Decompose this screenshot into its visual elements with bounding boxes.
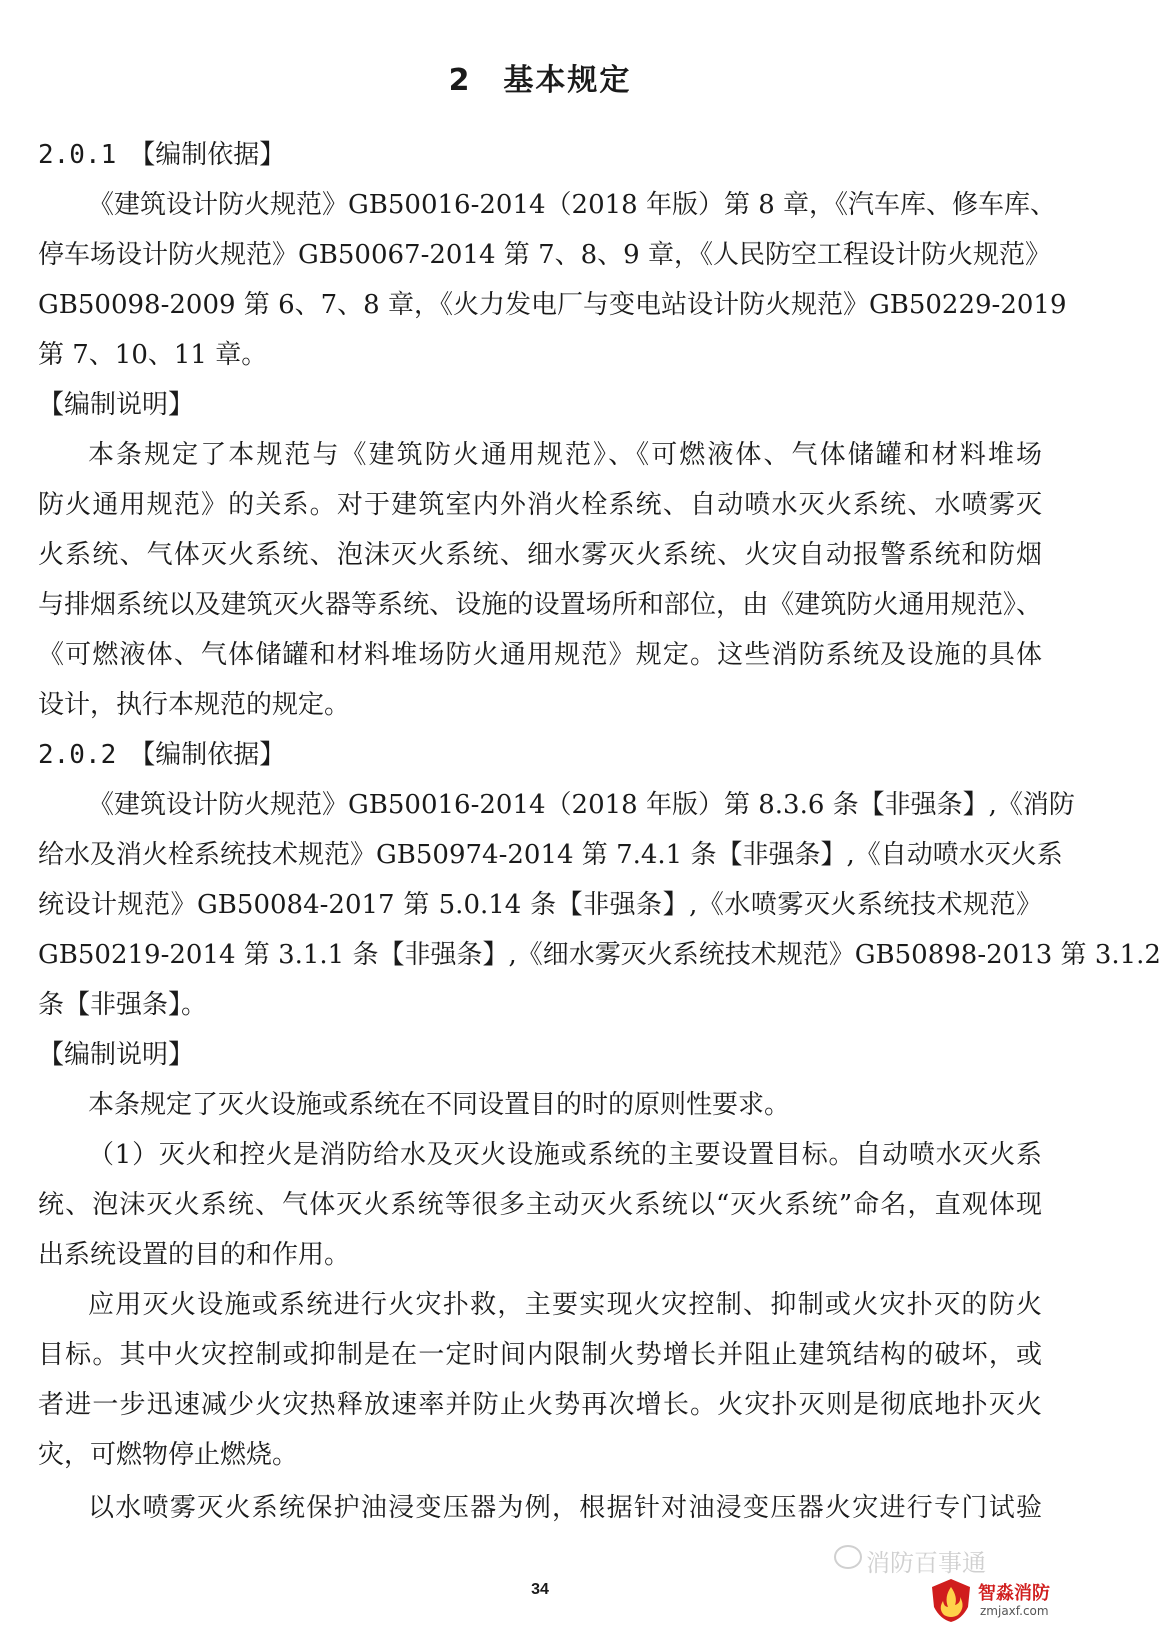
text-line: 以水喷雾灭火系统保护油浸变压器为例，根据针对油浸变压器火灾进行专门试验 [88, 1493, 1042, 1523]
text-line: 出系统设置的目的和作用。 [38, 1240, 351, 1270]
text-line: GB50219-2014 第 3.1.1 条【非强条】,《细水雾灭火系统技术规范》GB50898-2013 第 3.1.2 [38, 940, 1161, 970]
text-line: 统设计规范》GB50084-2017 第 5.0.14 条【非强条】,《水喷雾灭火系统技术规范》 [38, 890, 1042, 920]
clause-heading: 2.0.2 【编制依据】 [38, 740, 286, 770]
logo-name: 智淼消防 [978, 1583, 1050, 1604]
text-line: 灾，可燃物停止燃烧。 [38, 1440, 299, 1470]
text-line: 《建筑设计防火规范》GB50016-2014（2018 年版）第 8.3.6 条【非强条】,《消防 [88, 790, 1075, 820]
text-line: 应用灭火设施或系统进行火灾扑救，主要实现火灾控制、抑制或火灾扑灭的防火 [88, 1290, 1042, 1320]
text-line: 《建筑设计防火规范》GB50016-2014（2018 年版）第 8 章，《汽车库、修车库、 [88, 190, 1057, 220]
text-line: 设计，执行本规范的规定。 [38, 690, 351, 720]
text-line: 条【非强条】。 [38, 990, 208, 1020]
text-line: （1）灭火和控火是消防给水及灭火设施或系统的主要设置目标。自动喷水灭火系 [88, 1140, 1042, 1170]
text-line: 第 7、10、11 章。 [38, 340, 268, 370]
note-heading: 【编制说明】 [38, 390, 195, 420]
text-line: GB50098-2009 第 6、7、8 章，《火力发电厂与变电站设计防火规范》GB50229-2019 [38, 290, 1067, 320]
clause-heading: 2.0.1 【编制依据】 [38, 140, 286, 170]
text-line: 停车场设计防火规范》GB50067-2014 第 7、8、9 章，《人民防空工程设计防火规范》 [38, 240, 1051, 270]
text-line: 统、泡沫灭火系统、气体灭火系统等很多主动灭火系统以“灭火系统”命名，直观体现 [38, 1190, 1042, 1220]
section-title: 2 基本规定 [448, 63, 632, 98]
text-line: 《可燃液体、气体储罐和材料堆场防火通用规范》规定。这些消防系统及设施的具体 [38, 640, 1042, 670]
text-line: 与排烟系统以及建筑灭火器等系统、设施的设置场所和部位，由《建筑防火通用规范》、 [38, 590, 1042, 620]
text-line: 本条规定了本规范与《建筑防火通用规范》、《可燃液体、气体储罐和材料堆场 [88, 440, 1042, 470]
chat-bubble-icon [834, 1545, 862, 1569]
text-line: 火系统、气体灭火系统、泡沫灭火系统、细水雾灭火系统、火灾自动报警系统和防烟 [38, 540, 1042, 570]
note-heading: 【编制说明】 [38, 1040, 195, 1070]
text-line: 目标。其中火灾控制或抑制是在一定时间内限制火势增长并阻止建筑结构的破坏，或 [38, 1340, 1042, 1370]
flame-shield-icon [928, 1577, 974, 1623]
text-line: 给水及消火栓系统技术规范》GB50974-2014 第 7.4.1 条【非强条】,《自动喷水灭火系 [38, 840, 1063, 870]
logo-url: zmjaxf.com [980, 1604, 1049, 1618]
text-line: 防火通用规范》的关系。对于建筑室内外消火栓系统、自动喷水灭火系统、水喷雾灭 [38, 490, 1042, 520]
page-number: 34 [531, 1581, 549, 1598]
text-line: 者进一步迅速减少火灾热释放速率并防止火势再次增长。火灾扑灭则是彻底地扑灭火 [38, 1390, 1042, 1420]
text-line: 本条规定了灭火设施或系统在不同设置目的时的原则性要求。 [88, 1090, 791, 1120]
site-logo [928, 1575, 1072, 1627]
watermark-text: 消防百事通 [866, 1549, 986, 1577]
